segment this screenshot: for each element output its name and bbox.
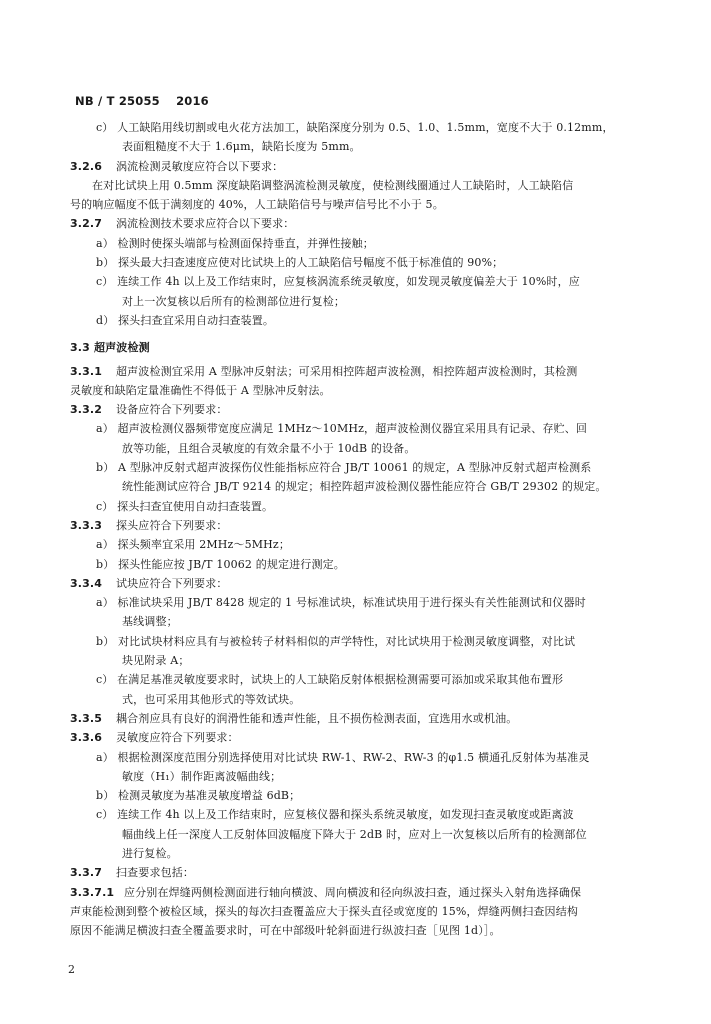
list-item-continuation: 块见附录 A； [122,654,190,668]
clause-title: 试块应符合下列要求： [116,576,228,590]
page-number: 2 [68,963,75,976]
list-item-c: c） 人工缺陷用线切割或电火花方法加工，缺陷深度分别为 0.5、1.0、1.5mm，宽度不大于 0.12mm， [96,121,614,134]
paragraph-line: 号的响应幅度不低于满刻度的 40%，人工缺陷信号与噪声信号比不小于 5。 [70,198,444,212]
list-item-a: a） 根据检测深度范围分别选择使用对比试块 RW-1、RW-2、RW-3 的φ1.5 横通孔反射体为基准灵 [96,750,590,764]
clause-number: 3.2.6 [70,159,103,173]
clause-number: 3.3.7 [70,866,103,880]
list-item-a: a） 超声波检测仪器频带宽度应满足 1MHz～10MHz，超声波检测仪器宜采用具有记录、存贮、回 [96,422,588,436]
list-item-c: c） 连续工作 4h 以上及工作结束时，应复核仪器和探头系统灵敏度，如发现扫查灵敏度或距离波 [96,808,574,822]
paragraph-line: 在对比试块上用 0.5mm 深度缺陷调整涡流检测灵敏度，使检测线圈通过人工缺陷时，人工缺陷信 [92,178,574,192]
clause-3-3-5 [70,709,648,728]
list-item-c: c） 在满足基准灵敏度要求时，试块上的人工缺陷反射体根据检测需要可添加或采取其他布置形 [96,673,564,687]
standard-number: NB / T 25055 [75,94,160,108]
clause-3-3-4 [70,574,648,593]
clause-number: 3.3.7.1 [70,885,115,899]
clause-text: 应分别在焊缝两侧检测面进行轴向横波、周向横波和径向纵波扫查，通过探头入射角选择确保 [124,885,582,899]
list-item-b: b） A 型脉冲反射式超声波探伤仪性能指标应符合 JB/T 10061 的规定，A 型脉冲反射式超声检测系 [96,461,592,475]
clause-3-2-6 [70,157,648,176]
paragraph-line: 原因不能满足横波扫查全覆盖要求时，可在中部级叶轮斜面进行纵波扫查［见图 1d）］。 [70,924,501,938]
list-item-d: d） 探头扫查宜采用自动扫查装置。 [96,313,275,327]
clause-number: 3.3.3 [70,518,103,532]
clause-text: 耦合剂应具有良好的润滑性能和透声性能，且不损伤检测表面，宜选用水或机油。 [116,711,518,725]
list-item-a: a） 标准试块采用 JB/T 8428 规定的 1 号标准试块，标准试块用于进行探头有关性能测试和仪器时 [96,596,586,610]
paragraph-line: 灵敏度和缺陷定量准确性不得低于 A 型脉冲反射法。 [70,383,331,397]
clause-number: 3.3.2 [70,403,103,417]
list-item-a: a） 探头频率宜采用 2MHz～5MHz； [96,538,291,552]
section-title: 超声波检测 [94,341,150,355]
list-item-continuation: 式，也可采用其他形式的等效试块。 [122,692,301,706]
clause-title: 涡流检测灵敏度应符合以下要求： [116,159,284,173]
clause-3-3-2 [70,400,648,419]
clause-number: 3.3.6 [70,731,103,745]
section-3-3 [70,338,648,357]
section-number: 3.3 [70,341,90,355]
clause-number: 3.3.5 [70,711,103,725]
list-item-continuation: 统性能测试应符合 JB/T 9214 的规定；相控阵超声波检测仪器性能应符合 GB/T 29302 的规定。 [122,480,607,494]
paragraph-line: 声束能检测到整个被检区域，探头的每次扫查覆盖应大于探头直径或宽度的 15%，焊缝两侧扫查因结构 [70,904,578,918]
list-item-a: a） 检测时使探头端部与检测面保持垂直，并弹性接触； [96,236,374,250]
clause-number: 3.3.1 [70,364,103,378]
clause-3-3-1 [70,362,648,381]
clause-3-3-3 [70,516,648,535]
list-item-b: b） 探头性能应按 JB/T 10062 的规定进行测定。 [96,557,345,571]
list-item-continuation: 幅曲线上任一深度人工反射体回波幅度下降大于 2dB 时，应对上一次复核以后所有的检测部位 [122,827,587,841]
clause-3-3-6 [70,728,648,747]
list-item-c: c） 探头扫查宜使用自动扫查装置。 [96,499,274,513]
clause-title: 设备应符合下列要求： [116,403,228,417]
standard-year: 2016 [176,94,209,108]
clause-number: 3.2.7 [70,217,103,231]
list-item-continuation: 表面粗糙度不大于 1.6μm，缺陷长度为 5mm。 [122,140,361,154]
list-item-continuation: 基线调整； [122,615,178,629]
clause-3-3-7 [70,863,648,882]
list-item-c: c） 连续工作 4h 以上及工作结束时，应复核涡流系统灵敏度，如发现灵敏度偏差大于 10%时，应 [96,275,580,289]
clause-number: 3.3.4 [70,576,103,590]
list-item-continuation: 放等功能，且组合灵敏度的有效余量不小于 10dB 的设备。 [122,441,416,455]
list-item-b: b） 检测灵敏度为基准灵敏度增益 6dB； [96,789,301,803]
page-header [75,94,209,108]
clause-title: 扫查要求包括： [116,866,195,880]
document-body [70,118,648,940]
list-item-continuation: 进行复检。 [122,846,178,860]
clause-text: 超声波检测宜采用 A 型脉冲反射法；可采用相控阵超声波检测，相控阵超声波检测时，其检测 [116,364,578,378]
clause-3-2-7 [70,214,648,233]
clause-title: 涡流检测技术要求应符合以下要求： [116,217,295,231]
list-item-b: b） 探头最大扫查速度应使对比试块上的人工缺陷信号幅度不低于标准值的 90%； [96,256,504,270]
clause-3-3-7-1 [70,883,648,902]
list-item-continuation: 对上一次复核以后所有的检测部位进行复检； [122,294,345,308]
clause-title: 探头应符合下列要求： [116,518,228,532]
clause-title: 灵敏度应符合下列要求： [116,731,239,745]
list-item-continuation: 敏度（H₁）制作距离波幅曲线； [122,769,282,783]
list-item-b: b） 对比试块材料应具有与被检转子材料相似的声学特性，对比试块用于检测灵敏度调整，对比试 [96,634,576,648]
